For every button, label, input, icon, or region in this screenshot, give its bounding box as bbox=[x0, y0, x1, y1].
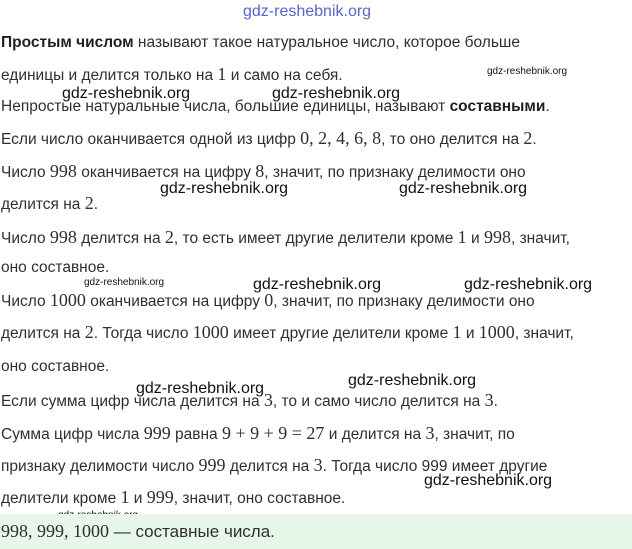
text-run: делится на bbox=[1, 196, 85, 213]
watermark: gdz-reshebnik.org bbox=[62, 85, 191, 102]
text-run: делится на bbox=[1, 325, 85, 342]
text-run: оканчивается на цифру bbox=[85, 293, 265, 310]
math-number: 3 bbox=[484, 390, 494, 410]
step-999-line-3 bbox=[1, 487, 345, 509]
watermark: gdz-reshebnik.org bbox=[160, 180, 289, 197]
text-run: имеет другие делители кроме bbox=[228, 325, 453, 342]
math-number: 0 bbox=[264, 290, 274, 310]
text-run: Сумма цифр числа bbox=[1, 426, 144, 443]
text-run: — составные числа. bbox=[109, 522, 275, 541]
text-run: оно составное. bbox=[1, 358, 110, 375]
watermark: gdz-reshebnik.org bbox=[424, 472, 553, 489]
math-number: 9 + 9 + 9 = 27 bbox=[221, 423, 325, 443]
definition-prime-line-1 bbox=[1, 33, 520, 53]
watermark: gdz-reshebnik.org bbox=[243, 3, 372, 20]
math-number: 2 bbox=[164, 227, 174, 247]
text-run: . bbox=[545, 98, 550, 115]
math-number: 2 bbox=[523, 128, 533, 148]
definition-composite bbox=[1, 97, 550, 117]
text-run: , то есть имеет другие делители кроме bbox=[173, 230, 458, 247]
watermark: gdz-reshebnik.org bbox=[487, 66, 568, 77]
text-run: Если число оканчивается одной из цифр bbox=[1, 131, 301, 148]
math-number: 999 bbox=[198, 455, 226, 475]
math-number: 2 bbox=[84, 322, 94, 342]
watermark: gdz-reshebnik.org bbox=[253, 276, 382, 293]
step-998-line-3 bbox=[1, 227, 570, 249]
math-number: 1 bbox=[120, 487, 130, 507]
math-number: 998 bbox=[49, 227, 77, 247]
text-run: , значит, по bbox=[434, 426, 515, 443]
step-998-line-4 bbox=[1, 258, 109, 278]
bold-term: Простым числом bbox=[1, 34, 134, 51]
text-run: . bbox=[532, 131, 537, 148]
text-run: . bbox=[493, 393, 498, 410]
math-number: 998 bbox=[483, 227, 511, 247]
text-run: . bbox=[93, 196, 99, 213]
watermark: gdz-reshebnik.org bbox=[464, 276, 593, 293]
text-run: Число bbox=[1, 230, 50, 247]
answer-box bbox=[0, 514, 632, 549]
watermark: gdz-reshebnik.org bbox=[136, 380, 265, 397]
math-number: 1000 bbox=[192, 322, 229, 342]
text-run: , значит, оно составное. bbox=[173, 490, 346, 507]
step-1000-line-2 bbox=[1, 322, 574, 344]
text-run: и bbox=[461, 325, 479, 342]
bold-term: составными bbox=[449, 98, 546, 115]
step-1000-line-3 bbox=[1, 357, 109, 377]
text-run: признаку делимости число bbox=[1, 458, 199, 475]
step-998-line-2 bbox=[1, 193, 98, 215]
text-run: оканчивается на цифру bbox=[76, 164, 256, 181]
text-run: и само на себя. bbox=[226, 67, 343, 84]
rule-div-2 bbox=[1, 128, 537, 150]
math-number: 1000 bbox=[478, 322, 515, 342]
text-run: , то оно делится на bbox=[381, 131, 524, 148]
text-run: , значит, по признаку делимости оно bbox=[273, 293, 535, 310]
watermark: gdz-reshebnik.org bbox=[84, 277, 165, 288]
text-run: , значит, по признаку делимости оно bbox=[264, 164, 526, 181]
text-run: и делится на bbox=[324, 426, 426, 443]
text-run: равна bbox=[170, 426, 222, 443]
watermark: gdz-reshebnik.org bbox=[399, 180, 528, 197]
math-number: 3 bbox=[263, 390, 273, 410]
text-run: единицы и делится только на bbox=[1, 67, 218, 84]
text-run: Непростые натуральные числа, большие единицы, называют bbox=[1, 98, 450, 115]
watermark: gdz-reshebnik.org bbox=[272, 85, 401, 102]
step-999-line-1 bbox=[1, 423, 515, 445]
step-998-line-1 bbox=[1, 161, 526, 183]
math-number: 3 bbox=[425, 423, 435, 443]
text-run: Число bbox=[1, 293, 50, 310]
math-number: 3 bbox=[313, 455, 323, 475]
text-run: , то и само число делится на bbox=[272, 393, 485, 410]
text-run: , значит, bbox=[510, 230, 570, 247]
text-run: делится на bbox=[76, 230, 165, 247]
step-999-line-2 bbox=[1, 455, 547, 477]
math-number: 0, 2, 4, 6, 8 bbox=[300, 128, 382, 148]
text-run: , значит, bbox=[514, 325, 574, 342]
text-run: . Тогда число bbox=[93, 325, 193, 342]
math-number: 998, 999, 1000 bbox=[1, 521, 109, 541]
text-run: называют такое натуральное число, которое больше bbox=[133, 34, 520, 51]
text-run: и bbox=[129, 490, 147, 507]
math-number: 2 bbox=[84, 193, 94, 213]
text-run: Если сумма цифр числа делится на bbox=[1, 393, 264, 410]
answer-text bbox=[1, 521, 275, 542]
text-run: и bbox=[466, 230, 484, 247]
text-run: оно составное. bbox=[1, 259, 110, 276]
math-number: 1 bbox=[452, 322, 462, 342]
watermark: gdz-reshebnik.org bbox=[348, 372, 477, 389]
text-run: Число bbox=[1, 164, 50, 181]
math-number: 1000 bbox=[49, 290, 86, 310]
text-run: . Тогда число 999 имеет другие bbox=[322, 458, 548, 475]
rule-div-3 bbox=[1, 390, 498, 412]
math-number: 1 bbox=[217, 64, 227, 84]
math-number: 8 bbox=[255, 161, 265, 181]
math-number: 999 bbox=[146, 487, 174, 507]
text-run: делится на bbox=[225, 458, 314, 475]
math-number: 999 bbox=[143, 423, 171, 443]
text-run: делители кроме bbox=[1, 490, 121, 507]
math-number: 1 bbox=[457, 227, 467, 247]
math-number: 998 bbox=[49, 161, 77, 181]
definition-prime-line-2 bbox=[1, 64, 343, 86]
step-1000-line-1 bbox=[1, 290, 535, 312]
